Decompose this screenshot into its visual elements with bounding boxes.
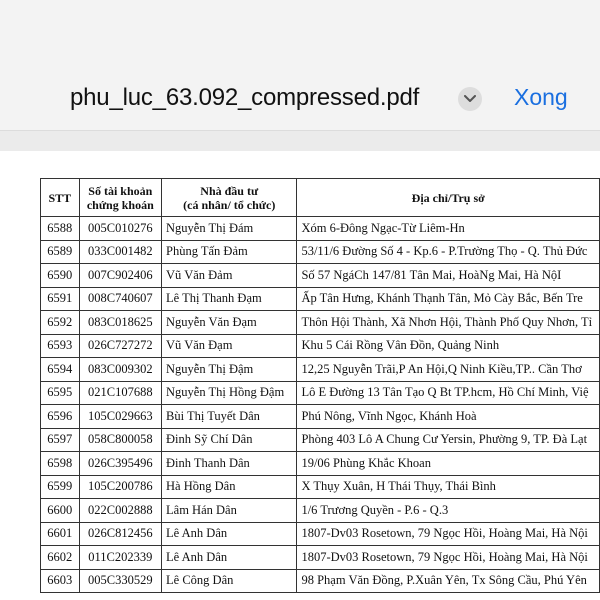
cell-investor-name: Đinh Thanh Dân	[162, 452, 297, 476]
header-investor-line2: (cá nhân/ tổ chức)	[183, 197, 276, 212]
cell-address: Số 57 NgáCh 147/81 Tân Mai, HoàNg Mai, Hà NộI	[297, 264, 600, 288]
cell-investor-name: Nguyễn Thị Đám	[162, 217, 297, 241]
cell-stt: 6599	[41, 475, 80, 499]
table-row	[41, 287, 600, 311]
cell-account: 083C018625	[79, 311, 161, 335]
file-options-button[interactable]	[458, 87, 482, 111]
header-stt: STT	[41, 179, 80, 217]
cell-account: 026C812456	[79, 522, 161, 546]
table-row	[41, 428, 600, 452]
cell-account: 005C010276	[79, 217, 161, 241]
table-row	[41, 264, 600, 288]
table-row	[41, 475, 600, 499]
cell-account: 083C009302	[79, 358, 161, 382]
header-account	[79, 179, 161, 217]
cell-stt: 6602	[41, 546, 80, 570]
cell-account: 022C002888	[79, 499, 161, 523]
table-row	[41, 499, 600, 523]
cell-account: 026C727272	[79, 334, 161, 358]
cell-account: 058C800058	[79, 428, 161, 452]
header-account-line2: chứng khoán	[86, 197, 154, 212]
cell-stt: 6593	[41, 334, 80, 358]
chevron-down-icon	[464, 95, 476, 103]
cell-investor-name: Lê Thị Thanh Đạm	[162, 287, 297, 311]
cell-address: X Thụy Xuân, H Thái Thụy, Thái Bình	[297, 475, 600, 499]
cell-address: 1/6 Trương Quyền - P.6 - Q.3	[297, 499, 600, 523]
table-row	[41, 311, 600, 335]
file-name-title[interactable]: phu_luc_63.092_compressed.pdf	[70, 84, 420, 111]
cell-stt: 6595	[41, 381, 80, 405]
cell-address: 53/11/6 Đường Số 4 - Kp.6 - P.Trường Thọ - Q. Thủ Đức	[297, 240, 600, 264]
cell-account: 021C107688	[79, 381, 161, 405]
cell-account: 105C029663	[79, 405, 161, 429]
cell-investor-name: Vũ Văn Đảm	[162, 264, 297, 288]
table-row	[41, 522, 600, 546]
pdf-page[interactable]	[0, 151, 600, 600]
cell-stt: 6590	[41, 264, 80, 288]
header-investor	[162, 179, 297, 217]
cell-stt: 6600	[41, 499, 80, 523]
cell-investor-name: Lâm Hán Dân	[162, 499, 297, 523]
table-row	[41, 358, 600, 382]
cell-stt: 6592	[41, 311, 80, 335]
header-investor-line1: Nhà đầu tư	[200, 183, 259, 198]
cell-investor-name: Vũ Văn Đạm	[162, 334, 297, 358]
cell-address: Xóm 6-Đông Ngạc-Từ Liêm-Hn	[297, 217, 600, 241]
cell-address: 1807-Dv03 Rosetown, 79 Ngọc Hồi, Hoàng Mai, Hà Nội	[297, 546, 600, 570]
cell-address: Thôn Hội Thành, Xã Nhơn Hội, Thành Phố Quy Nhơn, Tỉ	[297, 311, 600, 335]
cell-stt: 6597	[41, 428, 80, 452]
cell-stt: 6594	[41, 358, 80, 382]
header-account-line1: Số tài khoản	[88, 183, 153, 198]
cell-stt: 6598	[41, 452, 80, 476]
cell-investor-name: Phùng Tấn Đảm	[162, 240, 297, 264]
cell-account: 007C902406	[79, 264, 161, 288]
cell-stt: 6591	[41, 287, 80, 311]
cell-address: Lô E Đường 13 Tân Tạo Q Bt TP.hcm, Hồ Chí Minh, Việ	[297, 381, 600, 405]
table-header-row	[41, 179, 600, 217]
cell-stt: 6588	[41, 217, 80, 241]
cell-investor-name: Đinh Sỹ Chí Dân	[162, 428, 297, 452]
table-row	[41, 381, 600, 405]
cell-investor-name: Hà Hồng Dân	[162, 475, 297, 499]
cell-address: Khu 5 Cái Rồng Vân Đồn, Quảng Ninh	[297, 334, 600, 358]
cell-account: 105C200786	[79, 475, 161, 499]
cell-account: 033C001482	[79, 240, 161, 264]
cell-address: Phòng 403 Lô A Chung Cư Yersin, Phường 9, TP. Đà Lạt	[297, 428, 600, 452]
header-address: Địa chỉ/Trụ sở	[297, 179, 600, 217]
cell-account: 011C202339	[79, 546, 161, 570]
document-header	[0, 70, 600, 131]
table-row	[41, 405, 600, 429]
table-row	[41, 546, 600, 570]
cell-account: 005C330529	[79, 569, 161, 593]
cell-stt: 6603	[41, 569, 80, 593]
cell-address: Ấp Tân Hưng, Khánh Thạnh Tân, Mỏ Cày Bắc, Bến Tre	[297, 287, 600, 311]
cell-address: 12,25 Nguyễn Trãi,P An Hội,Q Ninh Kiều,TP.. Cần Thơ	[297, 358, 600, 382]
cell-investor-name: Lê Anh Dân	[162, 546, 297, 570]
cell-address: 98 Phạm Văn Đồng, P.Xuân Yên, Tx Sông Cầu, Phú Yên	[297, 569, 600, 593]
cell-address: 19/06 Phùng Khắc Khoan	[297, 452, 600, 476]
done-button[interactable]: Xong	[514, 84, 568, 110]
status-bar-area	[0, 0, 600, 70]
table-row	[41, 240, 600, 264]
cell-account: 008C740607	[79, 287, 161, 311]
table-row	[41, 452, 600, 476]
cell-account: 026C395496	[79, 452, 161, 476]
cell-stt: 6596	[41, 405, 80, 429]
cell-address: Phú Nông, Vĩnh Ngọc, Khánh Hoà	[297, 405, 600, 429]
page-gap	[0, 131, 600, 151]
cell-investor-name: Nguyễn Thị Hồng Đậm	[162, 381, 297, 405]
cell-stt: 6601	[41, 522, 80, 546]
cell-investor-name: Nguyễn Thị Đậm	[162, 358, 297, 382]
cell-investor-name: Nguyễn Văn Đạm	[162, 311, 297, 335]
table-row	[41, 217, 600, 241]
cell-address: 1807-Dv03 Rosetown, 79 Ngọc Hồi, Hoàng Mai, Hà Nội	[297, 522, 600, 546]
table-row	[41, 569, 600, 593]
cell-investor-name: Bùi Thị Tuyết Dân	[162, 405, 297, 429]
investor-table	[40, 178, 600, 593]
table-body	[41, 217, 600, 593]
cell-stt: 6589	[41, 240, 80, 264]
cell-investor-name: Lê Anh Dân	[162, 522, 297, 546]
table-row	[41, 334, 600, 358]
cell-investor-name: Lê Công Dân	[162, 569, 297, 593]
